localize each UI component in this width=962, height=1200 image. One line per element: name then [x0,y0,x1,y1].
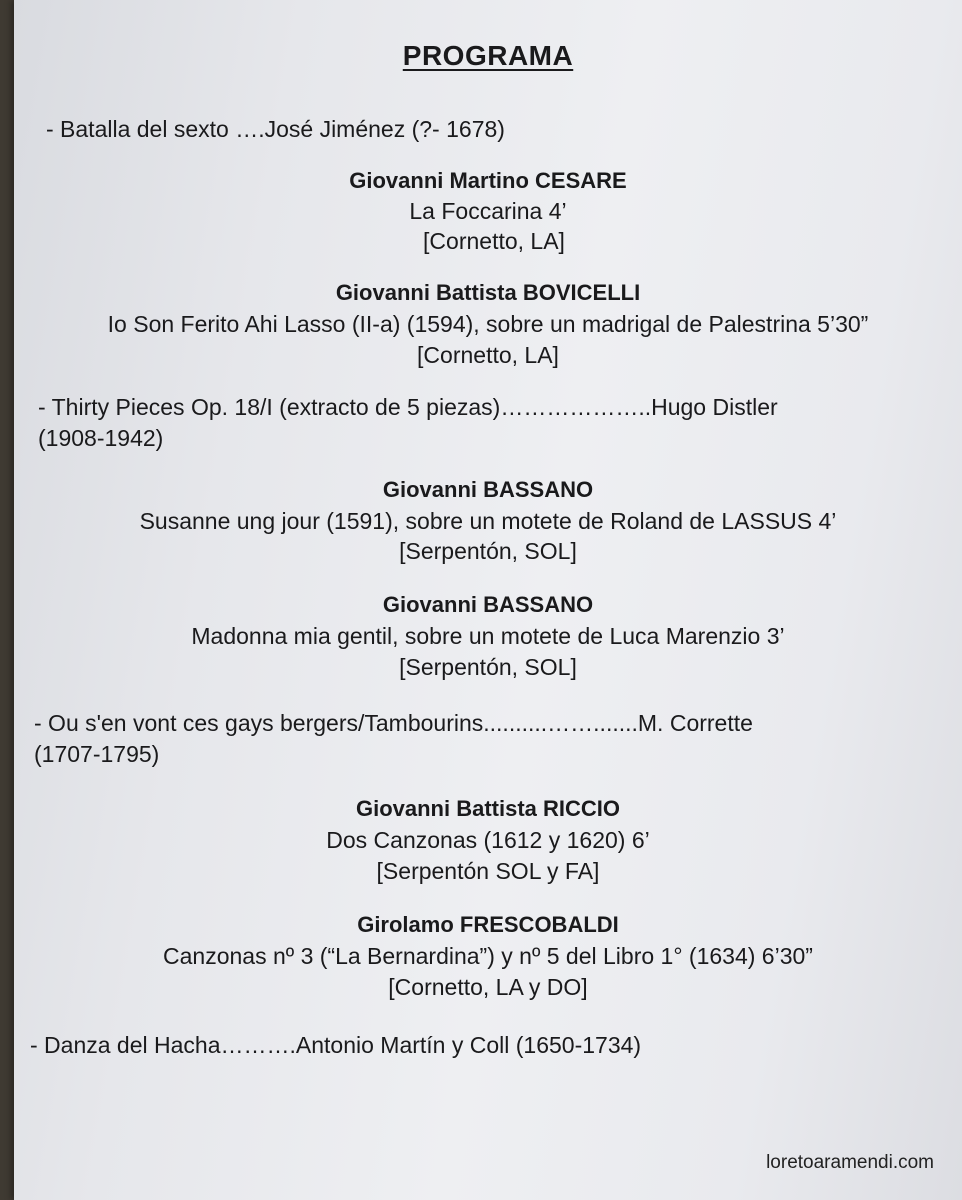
work-foccarina: La Foccarina 4’ [409,198,567,224]
work-io-son-ferito: Io Son Ferito Ahi Lasso (II-a) (1594), sobre un madrigal de Palestrina 5’30” [107,311,869,337]
composer-riccio: Giovanni Battista RICCIO [355,796,621,821]
work-susanne: Susanne ung jour (1591), sobre un motete de Roland de LASSUS 4’ [139,508,837,534]
program-item-thirty-pieces-dates: (1908-1942) [38,425,164,451]
work-dos-canzonas: Dos Canzonas (1612 y 1620) 6’ [326,827,650,853]
composer-frescobaldi: Girolamo FRESCOBALDI [357,912,619,937]
instrument-note-2: [Cornetto, LA] [417,342,559,368]
watermark-credit: loretoaramendi.com [766,1152,934,1173]
work-canzonas-frescobaldi: Canzonas nº 3 (“La Bernardina”) y nº 5 del Libro 1° (1634) 6’30” [163,943,813,969]
page-title: PROGRAMA [402,40,574,71]
program-sheet [14,0,962,1200]
instrument-note-3: [Serpentón, SOL] [399,538,577,564]
composer-bovicelli: Giovanni Battista BOVICELLI [335,280,641,305]
program-item-thirty-pieces: - Thirty Pieces Op. 18/I (extracto de 5 piezas)………………..Hugo Distler [38,394,778,420]
instrument-note-5: [Serpentón SOL y FA] [376,858,600,884]
instrument-note-6: [Cornetto, LA y DO] [388,974,588,1000]
instrument-note-4: [Serpentón, SOL] [399,654,577,680]
program-item-corrette-dates: (1707-1795) [34,741,160,767]
composer-bassano-1: Giovanni BASSANO [382,477,594,502]
program-item-batalla: - Batalla del sexto ….José Jiménez (?- 1678) [46,116,505,142]
instrument-note-1: [Cornetto, LA] [423,228,565,254]
program-item-corrette: - Ou s'en vont ces gays bergers/Tambourins..........…….......M. Corrette [34,710,753,736]
work-madonna: Madonna mia gentil, sobre un motete de Luca Marenzio 3’ [191,623,785,649]
program-item-danza-del-hacha: - Danza del Hacha……….Antonio Martín y Coll (1650-1734) [30,1032,642,1058]
composer-cesare: Giovanni Martino CESARE [349,168,627,193]
composer-bassano-2: Giovanni BASSANO [382,592,594,617]
